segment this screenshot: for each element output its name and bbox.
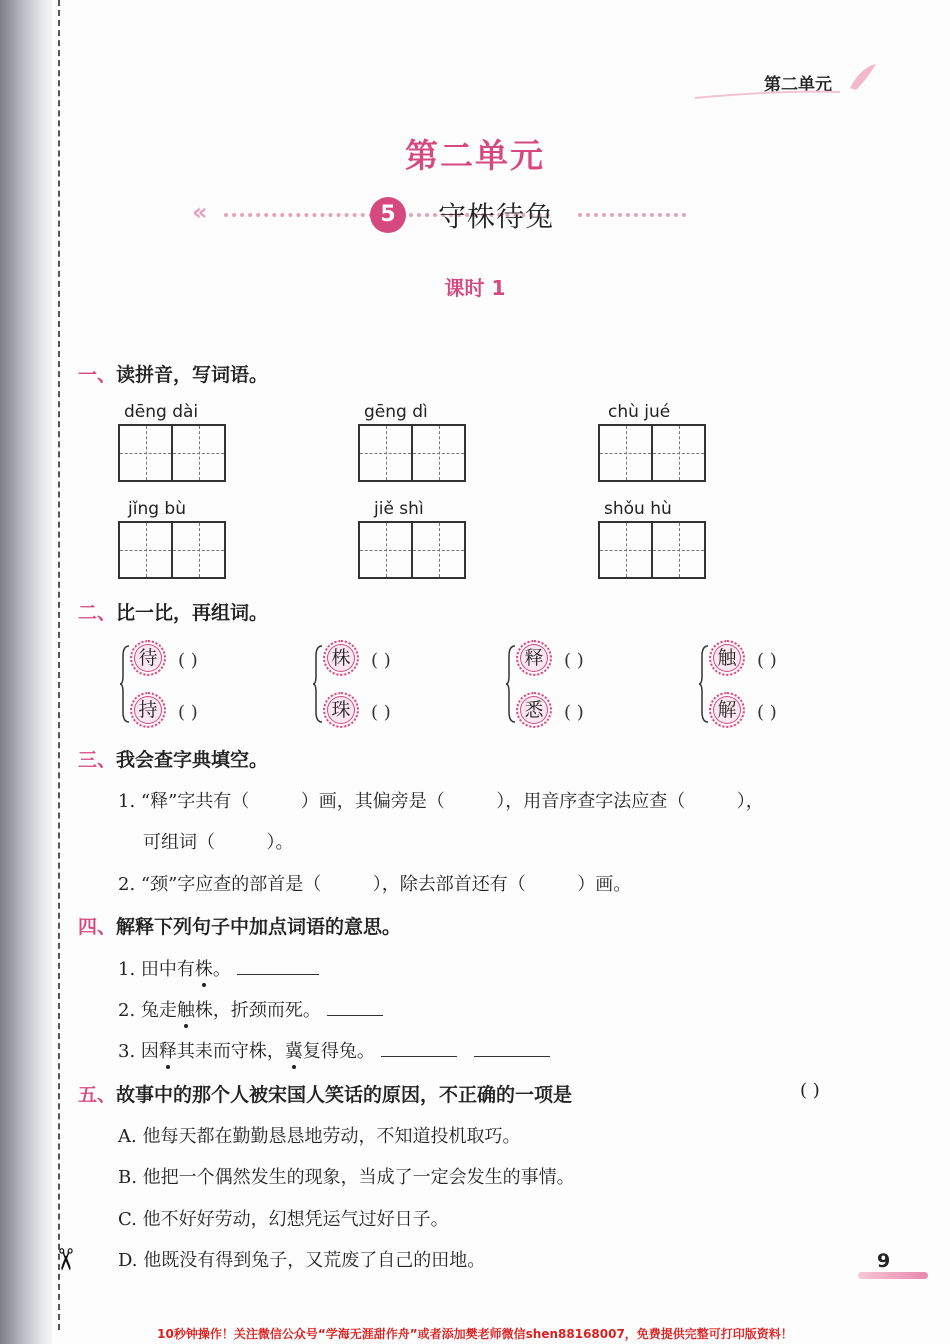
dotted-divider-right <box>578 213 686 217</box>
stamp-char-top: 触 <box>709 640 745 676</box>
answer-blank[interactable]: ( ) <box>800 1080 820 1101</box>
writing-grid-6[interactable] <box>598 521 706 579</box>
question-3-1: 1. “释”字共有（ ）画，其偏旁是（ ），用音序查字法应查（ ）， <box>118 791 764 812</box>
scissors-icon: ✂ <box>47 1246 83 1273</box>
stamp-char-top: 株 <box>323 640 359 676</box>
pinyin-6: shǒu hù <box>604 499 672 519</box>
answer-blank[interactable]: ( ) <box>178 650 198 671</box>
pinyin-3: chù jué <box>608 402 671 422</box>
answer-blank[interactable]: ( ) <box>371 702 391 723</box>
question-4-2: 2. 兔走触株，折颈而死。 <box>118 996 383 1022</box>
compare-group-3 <box>506 640 696 726</box>
option-a: A. 他每天都在勤勤恳恳地劳动，不知道投机取巧。 <box>118 1126 521 1147</box>
lesson-number-badge: 5 <box>370 197 406 233</box>
brace-icon <box>699 644 709 724</box>
footer-notice: 10秒钟操作！关注微信公众号“学海无涯甜作舟”或者添加樊老师微信shen88168007，免费提供完整可打印版资料！ <box>157 1327 793 1341</box>
brace-icon <box>506 644 516 724</box>
pinyin-4: jǐng bù <box>128 499 186 519</box>
answer-blank[interactable]: ( ) <box>757 702 777 723</box>
dotted-word: 释 <box>158 1041 177 1062</box>
dotted-word: 触 <box>176 1000 195 1021</box>
answer-blank[interactable]: ( ) <box>564 650 584 671</box>
lesson-title: 守株待兔 <box>438 200 555 233</box>
writing-grid-1[interactable] <box>118 424 226 482</box>
answer-blank[interactable]: ( ) <box>371 650 391 671</box>
section-2-title: 二、比一比，再组词。 <box>78 602 269 624</box>
stamp-char-bottom: 悉 <box>516 692 552 728</box>
header-decoration-icon <box>690 60 880 105</box>
answer-line[interactable] <box>237 956 319 975</box>
stamp-char-bottom: 珠 <box>323 692 359 728</box>
compare-group-2 <box>313 640 503 726</box>
stamp-char-bottom: 持 <box>130 692 166 728</box>
cut-line <box>58 0 60 1330</box>
answer-line[interactable] <box>327 997 383 1016</box>
double-chevron-left-icon: « <box>192 198 208 226</box>
section-4-title: 四、解释下列句子中加点词语的意思。 <box>78 916 402 938</box>
answer-line[interactable] <box>381 1038 457 1057</box>
brace-icon <box>313 644 323 724</box>
writing-grid-2[interactable] <box>358 424 466 482</box>
option-b: B. 他把一个偶然发生的现象，当成了一定会发生的事情。 <box>118 1167 575 1188</box>
section-3-title: 三、我会查字典填空。 <box>78 749 269 771</box>
page-binding-shadow <box>0 0 52 1344</box>
compare-group-4 <box>699 640 889 726</box>
brace-icon <box>120 644 130 724</box>
period-label: 课时 1 <box>444 276 506 300</box>
pinyin-2: gēng dì <box>364 402 428 422</box>
writing-grid-4[interactable] <box>118 521 226 579</box>
running-header: 第二单元 <box>764 75 832 95</box>
lesson-title-row <box>190 195 710 235</box>
stamp-char-top: 释 <box>516 640 552 676</box>
writing-grid-3[interactable] <box>598 424 706 482</box>
dotted-word: 冀 <box>284 1041 303 1062</box>
pinyin-5: jiě shì <box>374 499 424 519</box>
page-number-bar <box>858 1272 928 1279</box>
answer-blank[interactable]: ( ) <box>564 702 584 723</box>
stamp-char-top: 待 <box>130 640 166 676</box>
stamp-char-bottom: 解 <box>709 692 745 728</box>
section-1-title: 一、读拼音，写词语。 <box>78 364 269 386</box>
compare-group-1 <box>120 640 310 726</box>
page-number: 9 <box>877 1250 891 1272</box>
question-3-2: 2. “颈”字应查的部首是（ ），除去部首还有（ ）画。 <box>118 874 632 895</box>
question-4-1: 1. 田中有株。 <box>118 955 319 981</box>
dotted-word: 株 <box>194 959 213 980</box>
pinyin-1: dēng dài <box>124 402 199 422</box>
answer-line[interactable] <box>474 1038 550 1057</box>
writing-grid-5[interactable] <box>358 521 466 579</box>
section-5-title: 五、故事中的那个人被宋国人笑话的原因，不正确的一项是 <box>78 1084 573 1106</box>
option-d: D. 他既没有得到兔子，又荒废了自己的田地。 <box>118 1250 486 1271</box>
question-4-3: 3. 因释其耒而守株，冀复得兔。 <box>118 1037 550 1063</box>
answer-blank[interactable]: ( ) <box>178 702 198 723</box>
answer-blank[interactable]: ( ) <box>757 650 777 671</box>
question-3-1-cont: 可组词（ ）。 <box>143 832 294 853</box>
unit-title: 第二单元 <box>405 136 545 175</box>
option-c: C. 他不好好劳动，幻想凭运气过好日子。 <box>118 1209 449 1230</box>
